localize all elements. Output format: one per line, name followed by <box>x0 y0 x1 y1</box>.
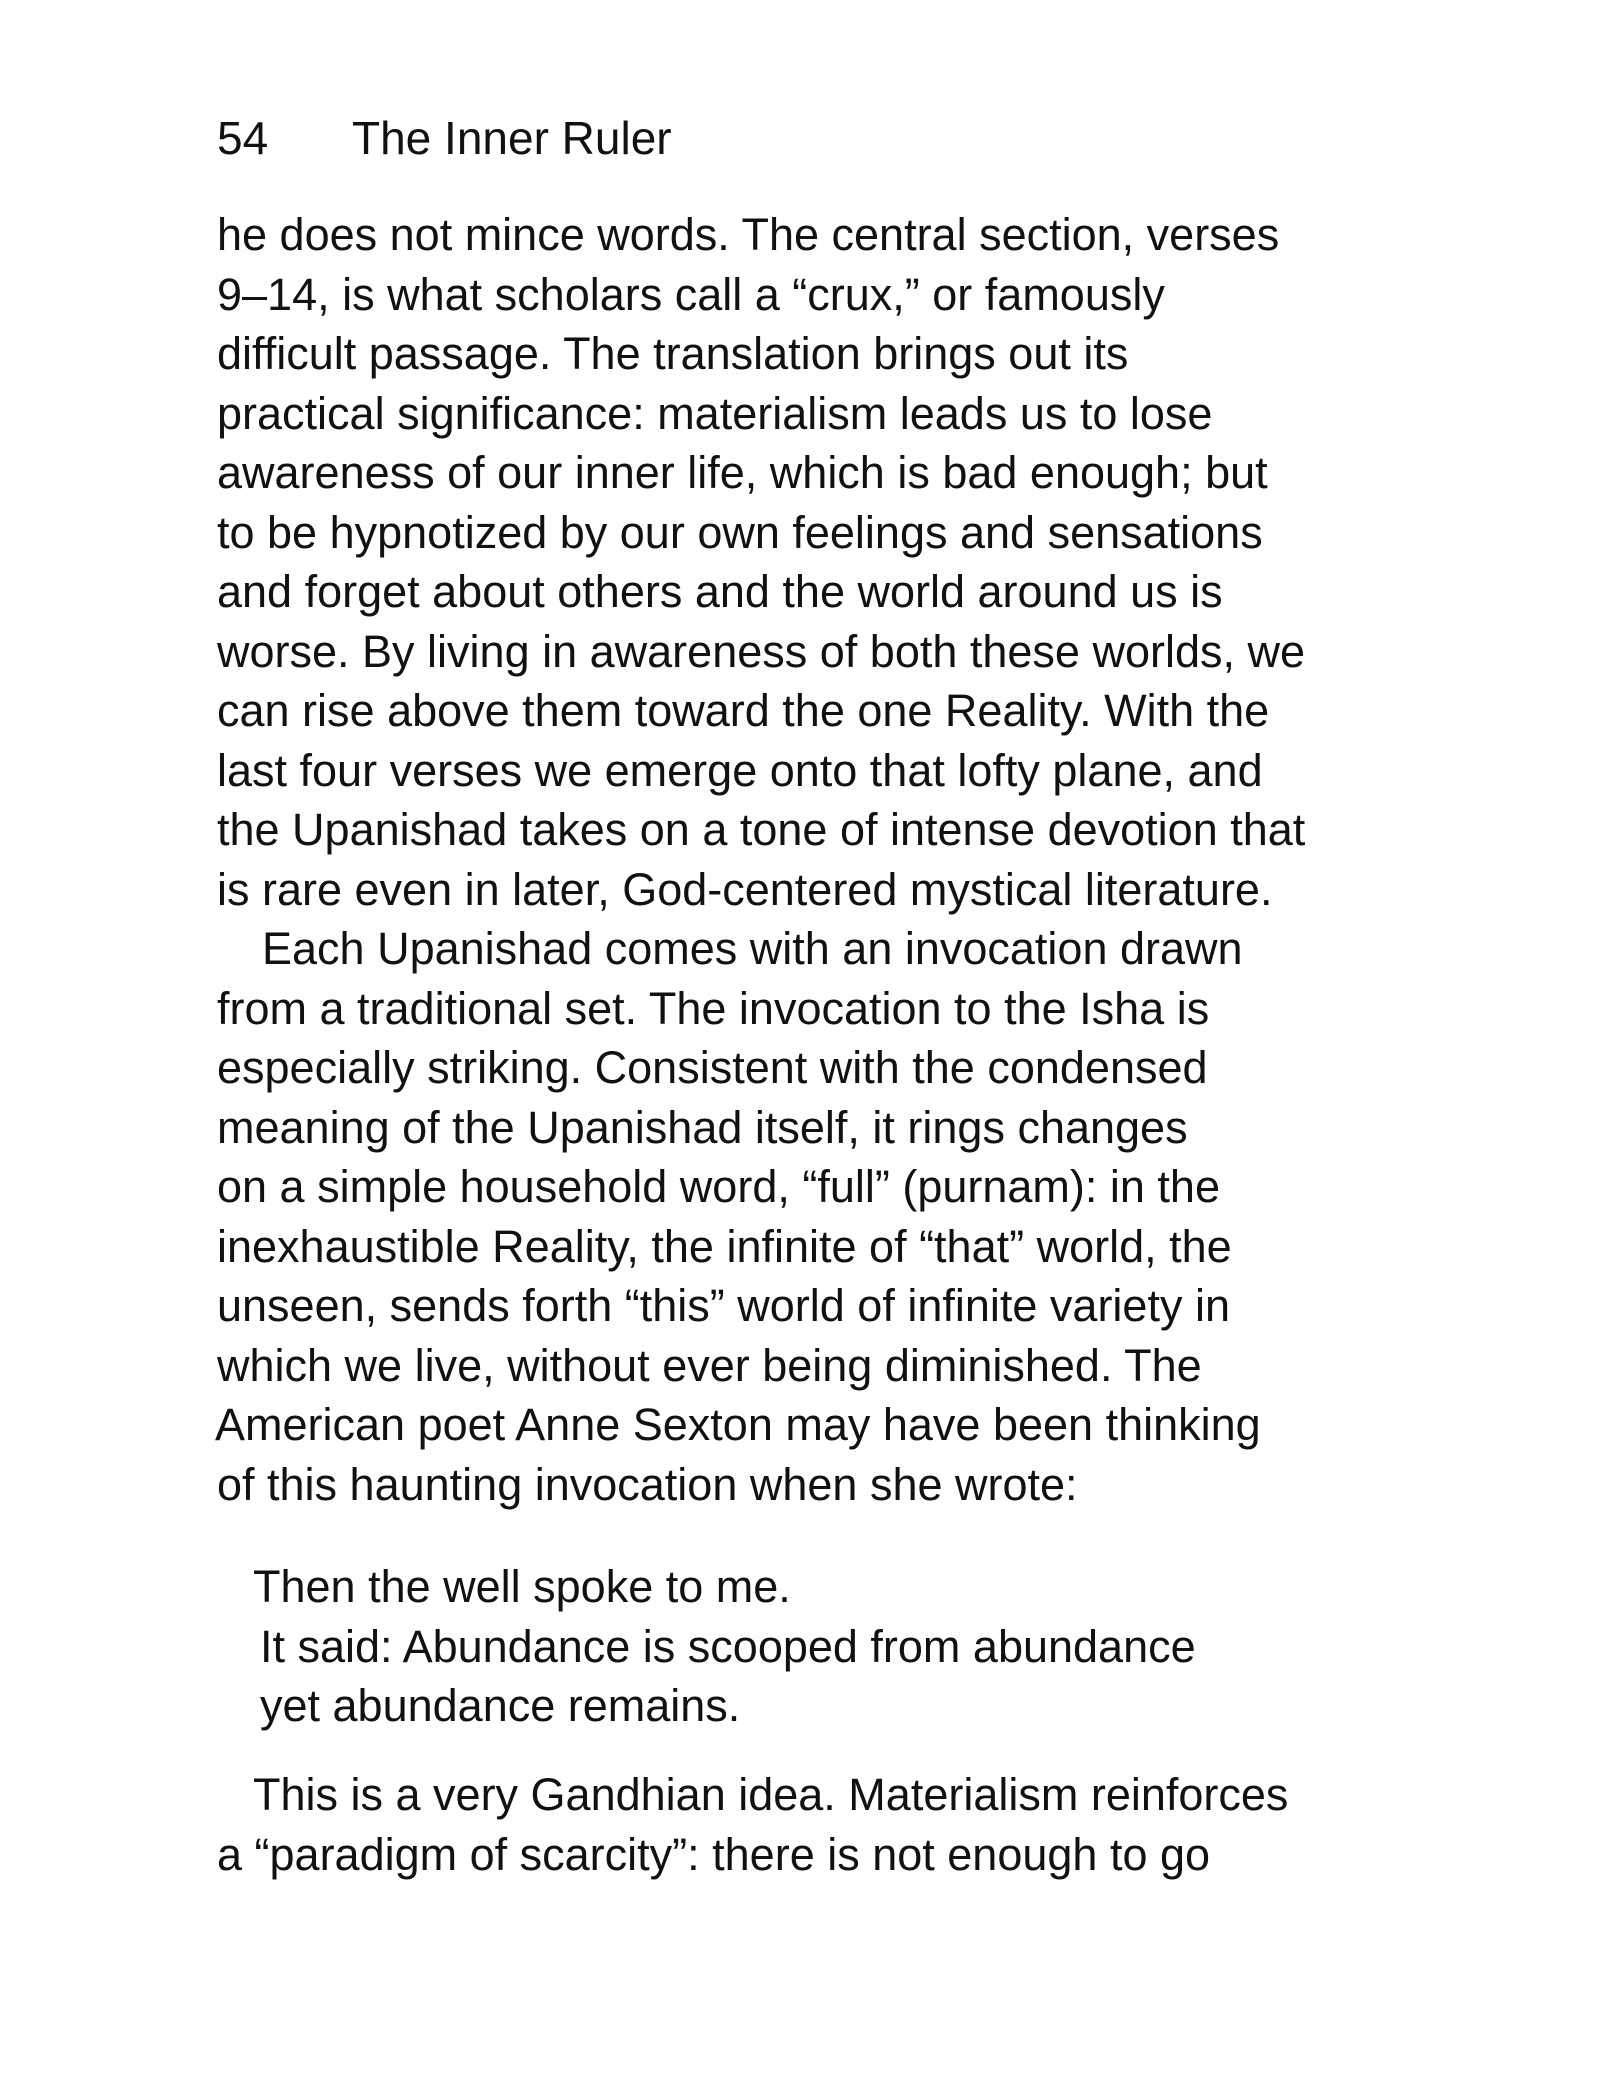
text-line: from a traditional set. The invocation to the Isha is <box>217 982 1210 1034</box>
text-line: especially striking. Consistent with the condensed <box>217 1042 1208 1093</box>
text-line: which we live, without ever being diminished. The <box>217 1339 1202 1391</box>
text-line: a “paradigm of scarcity”: there is not enough to go <box>217 1828 1211 1880</box>
text-line: practical significance: materialism leads us to lose <box>217 387 1213 439</box>
text-line: meaning of the Upanishad itself, it rings changes <box>217 1101 1188 1153</box>
poem-line: yet abundance remains. <box>260 1680 741 1731</box>
page-number: 54 <box>217 112 269 164</box>
text-line: on a simple household word, “full” (purnam): in the <box>217 1161 1220 1212</box>
paragraph-first-line: Each Upanishad comes with an invocation drawn <box>262 923 1243 974</box>
poem-line: Then the well spoke to me. <box>253 1561 791 1612</box>
text-line: difficult passage. The translation brings out its <box>217 328 1129 379</box>
poem-line: It said: Abundance is scooped from abundance <box>260 1620 1196 1672</box>
text-line: of this haunting invocation when she wrote: <box>217 1458 1078 1510</box>
text-line: he does not mince words. The central section, verses <box>217 209 1280 260</box>
text-line: the Upanishad takes on a tone of intense devotion that <box>217 804 1306 855</box>
text-line: is rare even in later, God-centered mystical literature. <box>217 863 1273 915</box>
text-line: unseen, sends forth “this” world of infinite variety in <box>217 1280 1230 1331</box>
text-line: awareness of our inner life, which is bad enough; but <box>217 447 1268 498</box>
continuation-paragraph <box>217 1765 1288 1884</box>
text-line: last four verses we emerge onto that lofty plane, and <box>217 744 1263 796</box>
text-line: 9–14, is what scholars call a “crux,” or famously <box>217 268 1165 320</box>
main-text <box>217 205 1397 1514</box>
text-line: and forget about others and the world around us is <box>217 566 1223 617</box>
text-line: to be hypnotized by our own feelings and sensations <box>217 506 1263 558</box>
text-line: American poet Anne Sexton may have been thinking <box>215 1399 1261 1450</box>
text-line: worse. By living in awareness of both these worlds, we <box>217 625 1306 677</box>
text-line: can rise above them toward the one Reality. With the <box>217 685 1270 736</box>
text-line: inexhaustible Reality, the infinite of “that” world, the <box>217 1220 1232 1272</box>
running-head <box>217 108 672 168</box>
paragraph-first-line: This is a very Gandhian idea. Materialism reinforces <box>253 1769 1289 1820</box>
running-title: The Inner Ruler <box>352 112 672 164</box>
poem-quote <box>217 1557 1196 1736</box>
